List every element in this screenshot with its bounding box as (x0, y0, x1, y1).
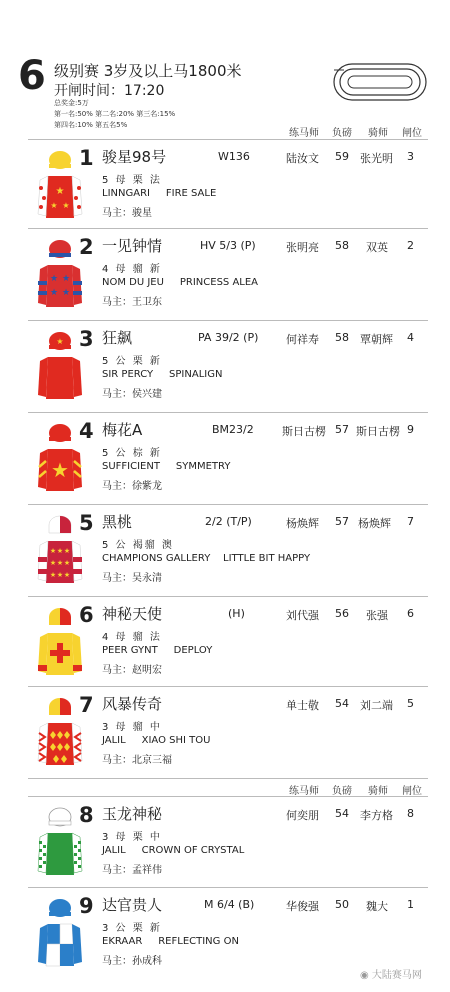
pedigree (102, 188, 216, 199)
trainer-name: 刘代强 (286, 609, 319, 622)
runner-row (0, 413, 450, 505)
horse-rating: (H) (228, 607, 245, 620)
jockey-name: 双英 (366, 241, 388, 254)
dam: REFLECTING ON (158, 936, 239, 947)
horse-name: 风暴传奇 (102, 695, 163, 713)
dam: SYMMETRY (175, 461, 231, 472)
wechat-icon: ◉ (360, 970, 372, 981)
horse-name: 骏星98号 (102, 148, 167, 166)
sire: JALIL (102, 735, 126, 746)
col-trainer-header-2: 练马师 (289, 786, 319, 797)
jockey-name: 张强 (366, 609, 388, 622)
pedigree (102, 553, 310, 564)
owner: 马主：王卫东 (102, 297, 162, 308)
jockey-silk-icon (36, 807, 84, 881)
prize-split-1: 第一名:50% 第二名:20% 第三名:15% (54, 110, 176, 118)
pedigree (102, 936, 239, 947)
dam: PRINCESS ALEA (179, 277, 259, 288)
sire: SIR PERCY (102, 369, 154, 380)
prize-total: 总奖金:5万 (54, 99, 89, 107)
horse-name: 一见钟情 (102, 237, 163, 255)
svg-text:★: ★ (56, 547, 64, 555)
horse-info: 4 母 骝 新 (102, 264, 162, 275)
draw: 7 (407, 515, 414, 528)
jockey-name: 覃朝辉 (360, 333, 393, 346)
col-weight-header: 负磅 (332, 128, 352, 139)
svg-text:★: ★ (49, 274, 59, 284)
prize-split-2: 第四名:10% 第五名5% (54, 121, 128, 129)
jockey-silk-icon (36, 423, 84, 497)
draw: 8 (407, 807, 414, 820)
sire: JALIL (102, 845, 126, 856)
runner-number: 2 (79, 235, 94, 259)
svg-text:★: ★ (62, 201, 70, 210)
owner: 马主：孟祥伟 (102, 865, 162, 876)
jockey-name: 斯日古楞 (356, 425, 400, 438)
horse-info: 4 母 骝 法 (102, 632, 162, 643)
watermark-text: 大陆赛马网 (371, 970, 422, 981)
jockey-name: 张光明 (360, 152, 393, 165)
dam: DEPLOY (173, 645, 213, 656)
weight: 50 (335, 898, 349, 911)
draw: 4 (407, 331, 414, 344)
pedigree (102, 461, 230, 472)
svg-text:★: ★ (55, 186, 65, 197)
jockey-silk-icon (36, 607, 84, 681)
weight: 58 (335, 331, 349, 344)
runner-number: 6 (79, 603, 94, 627)
col-jockey-header: 骑师 (368, 128, 388, 139)
sire: SUFFICIENT (102, 461, 160, 472)
col-trainer-header: 练马师 (289, 128, 319, 139)
runner-number: 4 (79, 419, 94, 443)
svg-text:★: ★ (56, 337, 64, 346)
horse-name: 神秘天使 (102, 605, 163, 623)
owner: 马主：徐紫龙 (102, 481, 162, 492)
svg-text:★: ★ (49, 571, 57, 579)
trainer-name: 杨焕辉 (286, 517, 319, 530)
svg-text:★: ★ (51, 458, 69, 482)
owner: 马主：吴永清 (102, 573, 162, 584)
draw: 1 (407, 898, 414, 911)
svg-text:★: ★ (63, 547, 71, 555)
race-number: 6 (18, 53, 46, 99)
pedigree (102, 369, 222, 380)
trainer-name: 陆汝文 (286, 152, 319, 165)
weight: 59 (335, 150, 349, 163)
runner-number: 8 (79, 803, 94, 827)
runner-number: 9 (79, 894, 94, 918)
weight: 58 (335, 239, 349, 252)
trainer-name: 张明亮 (286, 241, 319, 254)
horse-rating: W136 (218, 150, 250, 163)
draw: 5 (407, 697, 414, 710)
horse-info: 3 公 栗 新 (102, 923, 162, 934)
sire: EKRAAR (102, 936, 143, 947)
trainer-name: 斯日古楞 (282, 425, 326, 438)
draw: 2 (407, 239, 414, 252)
draw: 6 (407, 607, 414, 620)
runner-row (0, 321, 450, 413)
owner: 马主：赵明宏 (102, 665, 162, 676)
horse-name: 狂飙 (102, 329, 133, 347)
svg-text:★: ★ (49, 559, 57, 567)
svg-text:★: ★ (56, 559, 64, 567)
horse-info: 3 母 骝 中 (102, 722, 162, 733)
jockey-name: 刘二端 (360, 699, 393, 712)
svg-text:★: ★ (61, 274, 71, 284)
dam: XIAO SHI TOU (141, 735, 211, 746)
race-header (0, 0, 450, 140)
sire: NOM DU JEU (102, 277, 164, 288)
jockey-name: 杨焕辉 (358, 517, 391, 530)
horse-name: 玉龙神秘 (102, 805, 163, 823)
weight: 57 (335, 515, 349, 528)
horse-rating: M 6/4 (B) (204, 898, 255, 911)
jockey-name: 魏大 (366, 900, 388, 913)
runner-number: 5 (79, 511, 94, 535)
svg-text:★: ★ (50, 201, 58, 210)
jockey-silk-icon (36, 331, 84, 405)
dam: CROWN OF CRYSTAL (141, 845, 245, 856)
runner-number: 7 (79, 693, 94, 717)
col-weight-header-2: 负磅 (332, 786, 352, 797)
jockey-silk-icon (36, 898, 84, 972)
col-jockey-header-2: 骑师 (368, 786, 388, 797)
trainer-name: 单士敬 (286, 699, 319, 712)
draw: 9 (407, 423, 414, 436)
svg-text:★: ★ (63, 559, 71, 567)
pedigree (102, 845, 244, 856)
svg-text:★: ★ (49, 547, 57, 555)
weight: 54 (335, 697, 349, 710)
dam: FIRE SALE (165, 188, 217, 199)
jockey-silk-icon (36, 697, 84, 771)
runner-row (0, 505, 450, 597)
sire: PEER GYNT (102, 645, 158, 656)
owner: 马主：孙成科 (102, 956, 162, 967)
draw: 3 (407, 150, 414, 163)
runner-number: 1 (79, 146, 94, 170)
horse-rating: BM23/2 (212, 423, 254, 436)
horse-rating: 2/2 (T/P) (205, 515, 252, 528)
dam: LITTLE BIT HAPPY (223, 553, 311, 564)
runner-row (0, 687, 450, 779)
trainer-name: 何奕朋 (286, 809, 319, 822)
trainer-name: 何祥寿 (286, 333, 319, 346)
owner: 马主：骏星 (102, 208, 152, 219)
runner-number: 3 (79, 327, 94, 351)
jockey-silk-icon (36, 515, 84, 589)
owner: 马主：北京三福 (102, 755, 172, 766)
pedigree (102, 277, 258, 288)
runner-row (0, 229, 450, 321)
track-map-icon (332, 62, 428, 102)
horse-info: 5 母 栗 法 (102, 175, 162, 186)
col-draw-header-2: 闸位 (402, 786, 422, 797)
svg-text:★: ★ (61, 288, 71, 298)
weight: 57 (335, 423, 349, 436)
horse-info: 5 公 棕 新 (102, 448, 162, 459)
pedigree (102, 735, 210, 746)
watermark (360, 966, 422, 981)
svg-text:★: ★ (56, 571, 64, 579)
race-start-time: 开闸时间：17:20 (54, 83, 165, 99)
horse-name: 黑桃 (102, 513, 133, 531)
horse-name: 梅花A (102, 421, 143, 439)
runner-row (0, 797, 450, 889)
weight: 56 (335, 607, 349, 620)
col-draw-header: 闸位 (402, 128, 422, 139)
jockey-silk-icon (36, 239, 84, 313)
horse-rating: HV 5/3 (P) (200, 239, 256, 252)
runner-row (0, 597, 450, 689)
runner-row (0, 140, 450, 232)
horse-info: 5 公 栗 新 (102, 356, 162, 367)
trainer-name: 华俊强 (286, 900, 319, 913)
horse-rating: PA 39/2 (P) (198, 331, 259, 344)
svg-text:★: ★ (49, 288, 59, 298)
horse-info: 3 母 栗 中 (102, 832, 162, 843)
svg-text:★: ★ (63, 571, 71, 579)
sire: CHAMPIONS GALLERY (102, 553, 211, 564)
horse-name: 达官贵人 (102, 896, 163, 914)
weight: 54 (335, 807, 349, 820)
race-title: 级别赛 3岁及以上马1800米 (54, 62, 242, 80)
dam: SPINALIGN (169, 369, 223, 380)
sire: LINNGARI (102, 188, 150, 199)
horse-info: 5 公 褐骝 澳 (102, 540, 174, 551)
owner: 马主：侯兴建 (102, 389, 162, 400)
pedigree (102, 645, 212, 656)
jockey-name: 李方格 (360, 809, 393, 822)
jockey-silk-icon (36, 150, 84, 224)
